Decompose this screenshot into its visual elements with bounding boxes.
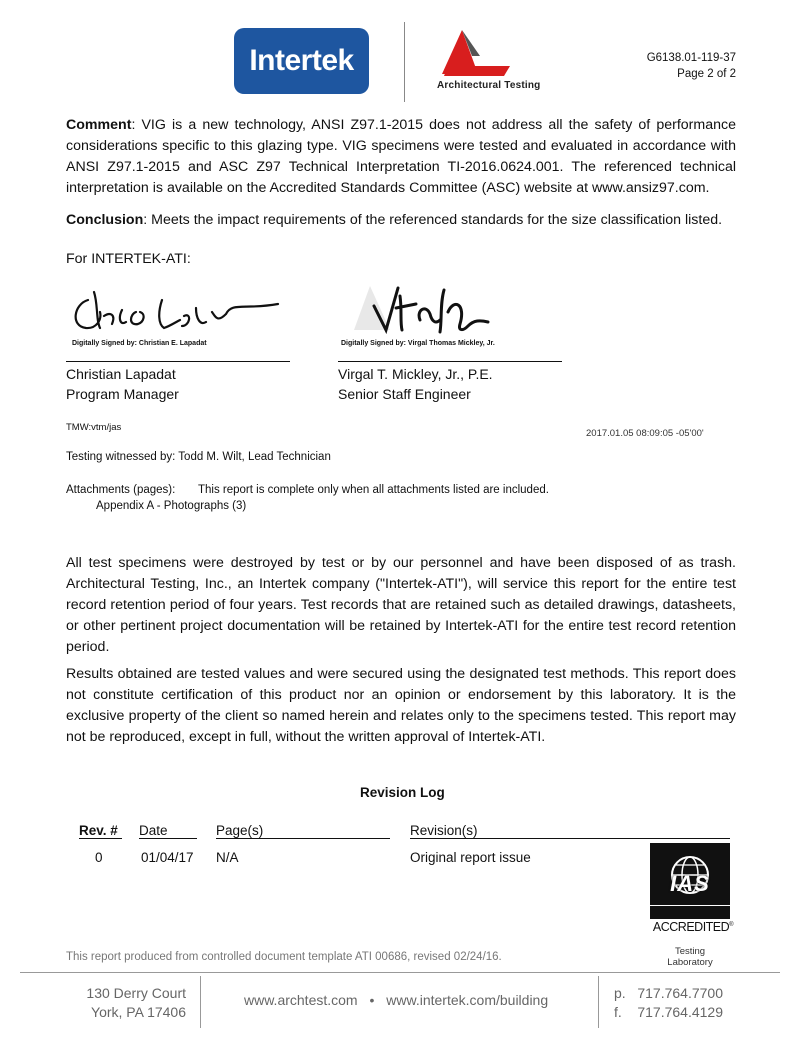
- signer-name: Christian Lapadat: [66, 366, 176, 382]
- header-divider: [404, 22, 405, 102]
- conclusion-paragraph: [66, 210, 746, 231]
- revision-cell: Original report issue: [410, 850, 531, 865]
- attachment-item: Appendix A - Photographs (3): [96, 500, 247, 512]
- typist-initials: TMW:vtm/jas: [66, 422, 122, 433]
- intertek-logo: [234, 28, 369, 94]
- fax-number: 717.764.4129: [637, 1004, 723, 1020]
- bullet-separator: •: [369, 992, 375, 1008]
- fax-label: f.: [614, 1004, 622, 1020]
- laboratory-text: Laboratory: [667, 957, 713, 968]
- testing-laboratory-label: [650, 946, 730, 968]
- footer-rule: [20, 972, 780, 973]
- signature-lapadat: [66, 282, 286, 342]
- signature-caption: Digitally Signed by: Virgal Thomas Mickley, Jr.: [341, 340, 495, 347]
- ati-label: Architectural Testing: [437, 80, 541, 91]
- ati-triangle-logo: [440, 26, 512, 78]
- accredited-text: ACCREDITED: [652, 920, 730, 934]
- badge-divider: [650, 905, 730, 906]
- signature-caption: Digitally Signed by: Christian E. Lapadat: [72, 340, 207, 347]
- attachments-label: Attachments (pages):: [66, 484, 176, 496]
- date-cell: 01/04/17: [141, 850, 194, 865]
- signature-line: [66, 361, 290, 362]
- intertek-building-link[interactable]: www.intertek.com/building: [386, 992, 549, 1008]
- revisions-header: Revision(s): [410, 823, 730, 839]
- attachments-note: This report is complete only when all attachments listed are included.: [198, 484, 549, 496]
- signer-title: Program Manager: [66, 386, 179, 402]
- address-line-2: York, PA 17406: [91, 1004, 186, 1020]
- disposal-paragraph: All test specimens were destroyed by test or by our personnel and have been disposed of as trash. Architectural Testing, Inc., an Intertek company ("Intertek-ATI"), will service this report for the entire test record retention period of four years. Test records that are retained such as detailed drawings, datasheets, or other pertinent project documentation will be retained by Intertek-ATI for the entire test record retention period.: [66, 555, 736, 655]
- document-number: G6138.01-119-37: [646, 52, 736, 64]
- comment-text: : VIG is a new technology, ANSI Z97.1-2015 does not address all the safety of performance considerations specific to this glazing type. VIG specimens were tested and evaluated in accordance with ANSI Z97.1-2015 and ASC Z97 Technical Interpretation TI-2016.0624.001. The referenced technical interpretation is available on the Accredited Standards Committee (ASC) website at www.ansiz97.com.: [66, 117, 736, 196]
- testing-text: Testing: [674, 946, 706, 957]
- signer-name: Virgal T. Mickley, Jr., P.E.: [338, 366, 493, 382]
- phone-number: 717.764.7700: [637, 985, 723, 1001]
- archtest-link[interactable]: www.archtest.com: [244, 992, 358, 1008]
- footer-divider-right: [598, 976, 599, 1028]
- footer-address: [30, 984, 186, 1022]
- date-header: Date: [139, 823, 197, 839]
- signer-block: [66, 364, 179, 404]
- footer-divider-left: [200, 976, 201, 1028]
- footer-web-links: [244, 992, 548, 1008]
- rev-number-cell: 0: [95, 850, 103, 865]
- disclaimer-paragraph: Results obtained are tested values and were secured using the designated test methods. This report does not constitute certification of this product nor an opinion or endorsement by this laboratory. It is the exclusive property of the client so named herein and relates only to the specimens tested. This report may not be reproduced, except in full, without the written approval of Intertek-ATI.: [66, 666, 736, 745]
- conclusion-text: : Meets the impact requirements of the referenced standards for the size classification listed.: [143, 212, 723, 228]
- page-number: Page 2 of 2: [677, 68, 736, 80]
- footer-contact: [614, 984, 723, 1022]
- signature-timestamp: 2017.01.05 08:09:05 -05'00': [586, 428, 704, 439]
- signature-mickley: [340, 280, 560, 342]
- conclusion-label: Conclusion: [66, 212, 144, 228]
- document-number-block: [600, 50, 736, 82]
- signer-title: Senior Staff Engineer: [338, 386, 471, 402]
- pages-cell: N/A: [216, 850, 239, 865]
- ias-badge-text: IAS: [670, 871, 710, 896]
- signature-line: [338, 361, 562, 362]
- logo-text: Intertek: [249, 44, 354, 77]
- comment-paragraph: [66, 115, 736, 199]
- signer-block: [338, 364, 493, 404]
- for-line: For INTERTEK-ATI:: [66, 251, 191, 267]
- rev-number-header: Rev. #: [79, 823, 122, 839]
- comment-label: Comment: [66, 117, 132, 133]
- template-note: This report produced from controlled document template ATI 00686, revised 02/24/16.: [66, 951, 502, 963]
- registered-mark: ®: [729, 921, 734, 928]
- phone-label: p.: [614, 985, 626, 1001]
- accredited-label: [650, 920, 736, 934]
- revision-log-title: Revision Log: [360, 785, 445, 800]
- pages-header: Page(s): [216, 823, 390, 839]
- witness-line: Testing witnessed by: Todd M. Wilt, Lead Technician: [66, 451, 331, 463]
- address-line-1: 130 Derry Court: [86, 985, 186, 1001]
